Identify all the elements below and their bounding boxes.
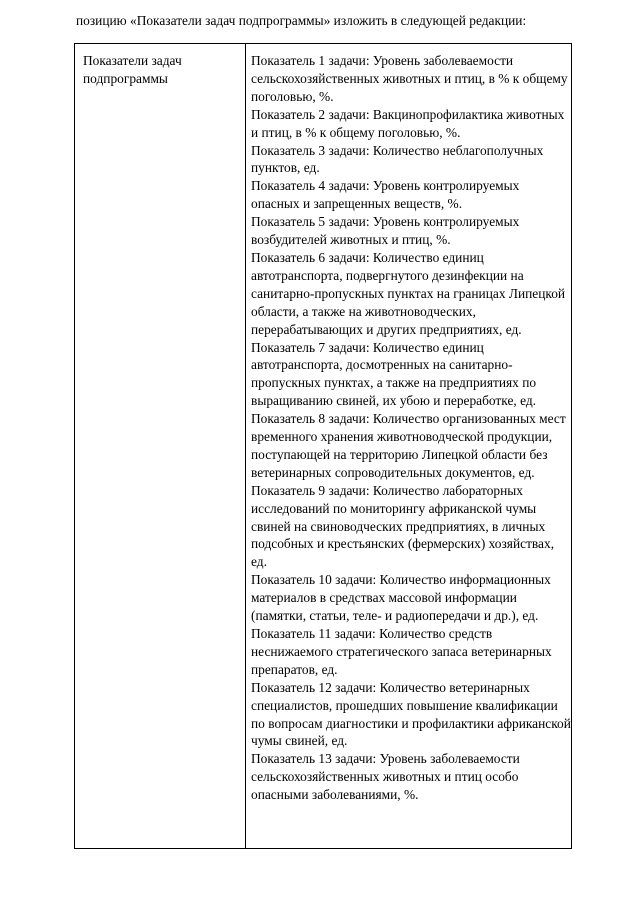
indicator-7: Показатель 7 задачи: Количество единиц автотранспорта, досмотренных на санитарно-пропускных пунктах, а также на предприятиях по выращиванию свиней, их убою и переработке, ед. <box>251 339 537 409</box>
indicators-table <box>74 43 572 849</box>
table-label-cell: Показатели задач подпрограммы <box>83 53 182 86</box>
indicator-13: Показатель 13 задачи: Уровень заболеваемости сельскохозяйственных животных и птиц особо опасными заболеваниями, %. <box>251 751 520 803</box>
indicator-9: Показатель 9 задачи: Количество лабораторных исследований по мониторингу африканской чумы свиней на свиноводческих предприятиях, в личных подсобных и крестьянских (фермерских) хозяйствах, ед. <box>251 482 555 570</box>
indicator-6: Показатель 6 задачи: Количество единиц автотранспорта, подвергнутого дезинфекции на санитарно-пропускных пунктах на границах Липецкой области, а также на животноводческих, перерабатывающих и других предприятиях, ед. <box>251 249 566 337</box>
indicator-4: Показатель 4 задачи: Уровень контролируемых опасных и запрещенных веществ, %. <box>251 178 520 212</box>
indicator-5: Показатель 5 задачи: Уровень контролируемых возбудителей животных и птиц, %. <box>251 214 520 248</box>
indicator-3: Показатель 3 задачи: Количество неблагополучных пунктов, ед. <box>251 142 544 176</box>
intro-text: позицию «Показатели задач подпрограммы» изложить в следующей редакции: <box>76 13 527 28</box>
indicator-12: Показатель 12 задачи: Количество ветеринарных специалистов, прошедших повышение квалификации по вопросам диагностики и профилактики африканской чумы свиней, ед. <box>251 679 571 749</box>
indicator-1: Показатель 1 задачи: Уровень заболеваемости сельскохозяйственных животных и птиц, в % к общему поголовью, %. <box>251 53 568 104</box>
indicator-8: Показатель 8 задачи: Количество организованных мест временного хранения животноводческой продукции, поступающей на территорию Липецкой области без ветеринарных сопроводительных документов, ед. <box>251 411 566 480</box>
indicator-10: Показатель 10 задачи: Количество информационных материалов в средствах массовой информации (памятки, статьи, теле- и радиопередачи и др.), ед. <box>251 572 551 624</box>
column-divider <box>245 44 246 848</box>
indicator-2: Показатель 2 задачи: Вакцинопрофилактика животных и птиц, в % к общему поголовью, %. <box>251 106 565 140</box>
table-content-cell <box>251 52 571 804</box>
indicator-11: Показатель 11 задачи: Количество средств неснижаемого стратегического запаса ветеринарных препаратов, ед. <box>251 626 552 677</box>
